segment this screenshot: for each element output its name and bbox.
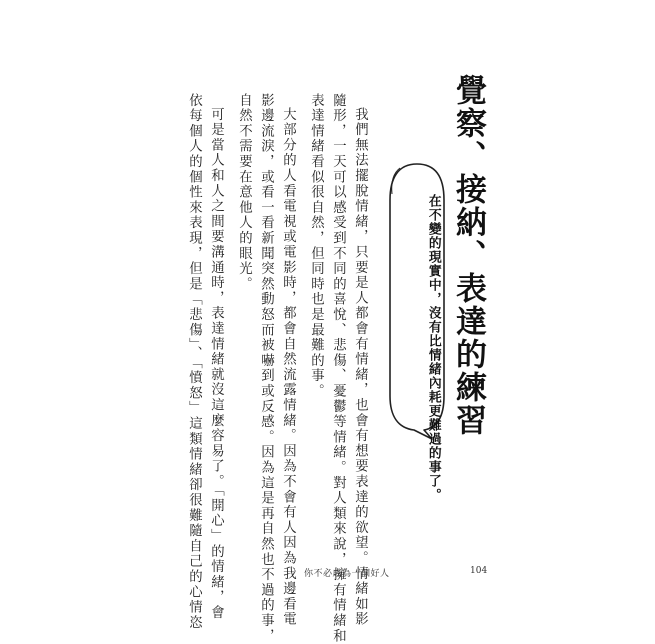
chapter-title: 覺察、接納、表達的練習 xyxy=(450,74,486,437)
body-line-2: 隨形，一天可以感受到不同的喜悅、悲傷、憂鬱等情緒。對人類來說，擁有情緒和 xyxy=(330,93,346,644)
body-line-4: 大部分的人看電視或電影時，都會自然流露情緒。因為不會有人因為我邊看電 xyxy=(280,107,296,628)
body-line-6: 自然不需要在意他人的眼光。 xyxy=(236,93,252,292)
body-line-8: 依每個人的個性來表現，但是「悲傷」、「憤怒」這類情緒卻很難隨自己的心情恣 xyxy=(186,93,202,631)
body-line-3: 表達情緒看似很自然，但同時也是最難的事。 xyxy=(308,93,324,399)
footer-book-title: 你不必成為一個好人 xyxy=(304,569,390,579)
body-line-5: 影邊流淚，或看一看新聞突然動怒而被嚇到或反感。因為這是再自然也不過的事， xyxy=(258,93,274,644)
page-number: 104 xyxy=(470,566,488,576)
bubble-text-line-1: 在不變的現實中，沒有比情緒內耗更難過的事了。 xyxy=(425,194,441,502)
speech-bubble xyxy=(386,160,448,502)
body-line-7: 可是當人和人之間要溝通時，表達情緒就沒這麼容易了。「開心」的情緒，會 xyxy=(208,107,224,621)
body-line-1: 我們無法擺脫情緒，只要是人都會有情緒，也會有想要表達的欲望。情緒如影 xyxy=(352,107,368,628)
